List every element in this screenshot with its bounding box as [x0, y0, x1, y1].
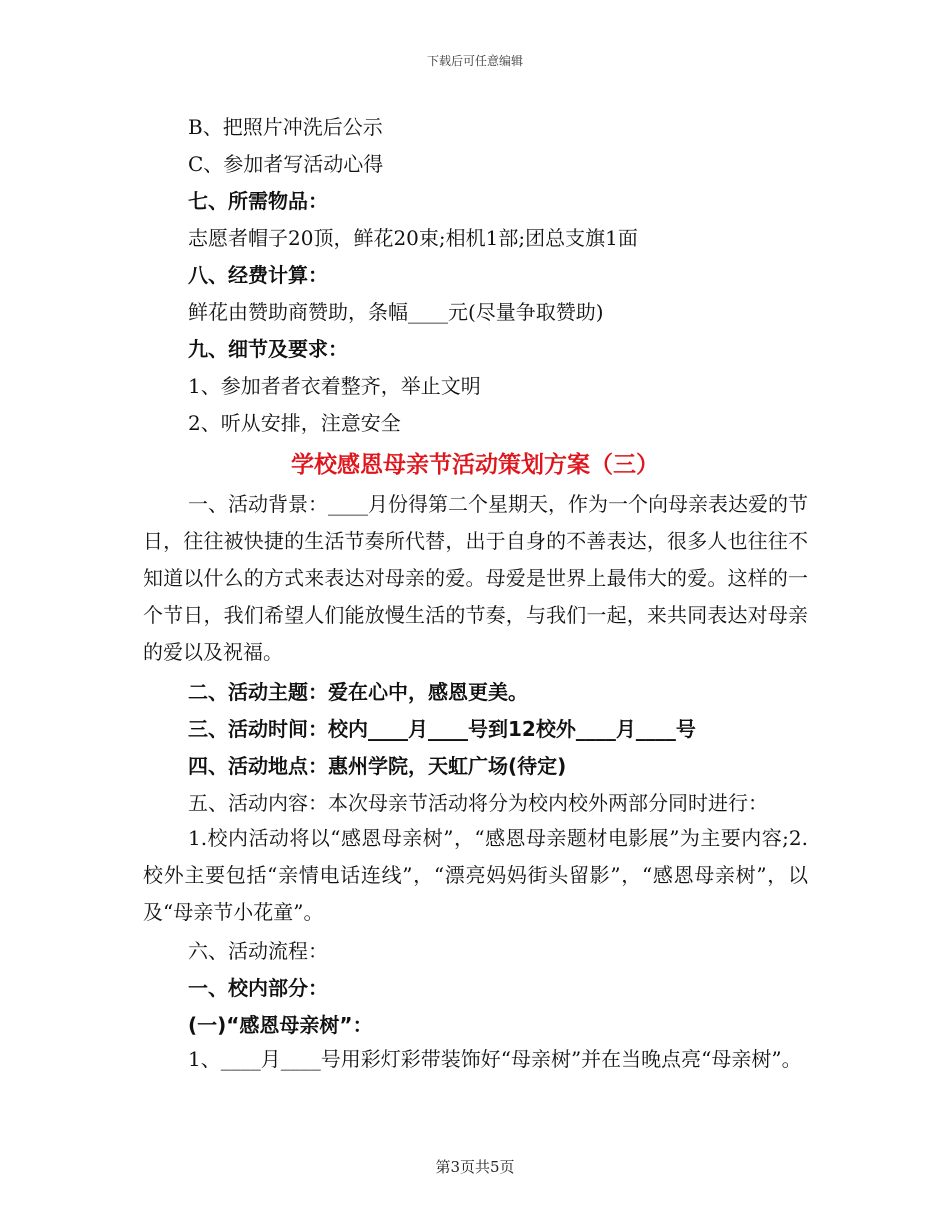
section-8-heading: 八、经费计算：: [188, 263, 328, 287]
background-paragraph: 一、活动背景：____月份得第二个星期天，作为一个向母亲表达爱的节日，往往被快捷的生活节奏所代替，出于自身的不善表达，很多人也往往不知道以什么的方式来表达对母亲的爱。母爱是世界上最伟大的爱。这样的一个节日，我们希望人们能放慢生活的节奏，与我们一起，来共同表达对母亲的爱以及祝福。: [143, 492, 808, 664]
requirement-1-line: 1、参加者者衣着整齐，举止文明: [188, 374, 481, 398]
item-b-line: B、把照片冲洗后公示: [188, 115, 383, 139]
tree-step-paragraph: 1、____月____号用彩灯彩带装饰好“母亲树”并在当晚点亮“母亲树”。: [188, 1047, 802, 1071]
theme-line: 二、活动主题：爱在心中，感恩更美。: [188, 680, 528, 704]
mother-tree-heading: (一)“感恩母亲树”：: [188, 1013, 373, 1037]
item-c-line: C、参加者写活动心得: [188, 152, 384, 176]
location-line: 四、活动地点：惠州学院，天虹广场(待定): [188, 754, 567, 778]
campus-part-heading: 一、校内部分：: [188, 976, 328, 1000]
budget-line: 鲜花由赞助商赞助，条幅____元(尽量争取赞助): [188, 300, 604, 324]
time-line: 三、活动时间：校内____月____号到12校外____月____号: [188, 717, 696, 741]
page-header: 下载后可任意编辑: [426, 54, 523, 68]
content-paragraph: 1.校内活动将以“感恩母亲树”，“感恩母亲题材电影展”为主要内容;2.校外主要包括“亲情电话连线”，“漂亮妈妈街头留影”，“感恩母亲树”，以及“母亲节小花童”。: [143, 826, 808, 924]
materials-line: 志愿者帽子20顶，鲜花20束;相机1部;团总支旗1面: [188, 226, 638, 250]
page-number: 第3页共5页: [435, 1158, 515, 1176]
section-9-heading: 九、细节及要求：: [188, 337, 348, 361]
content-intro-line: 五、活动内容：本次母亲节活动将分为校内校外两部分同时进行：: [188, 791, 768, 815]
requirement-2-line: 2、听从安排，注意安全: [188, 411, 401, 435]
document-title: 学校感恩母亲节活动策划方案（三）: [291, 452, 659, 478]
process-heading: 六、活动流程：: [188, 939, 328, 963]
section-7-heading: 七、所需物品：: [188, 189, 328, 213]
